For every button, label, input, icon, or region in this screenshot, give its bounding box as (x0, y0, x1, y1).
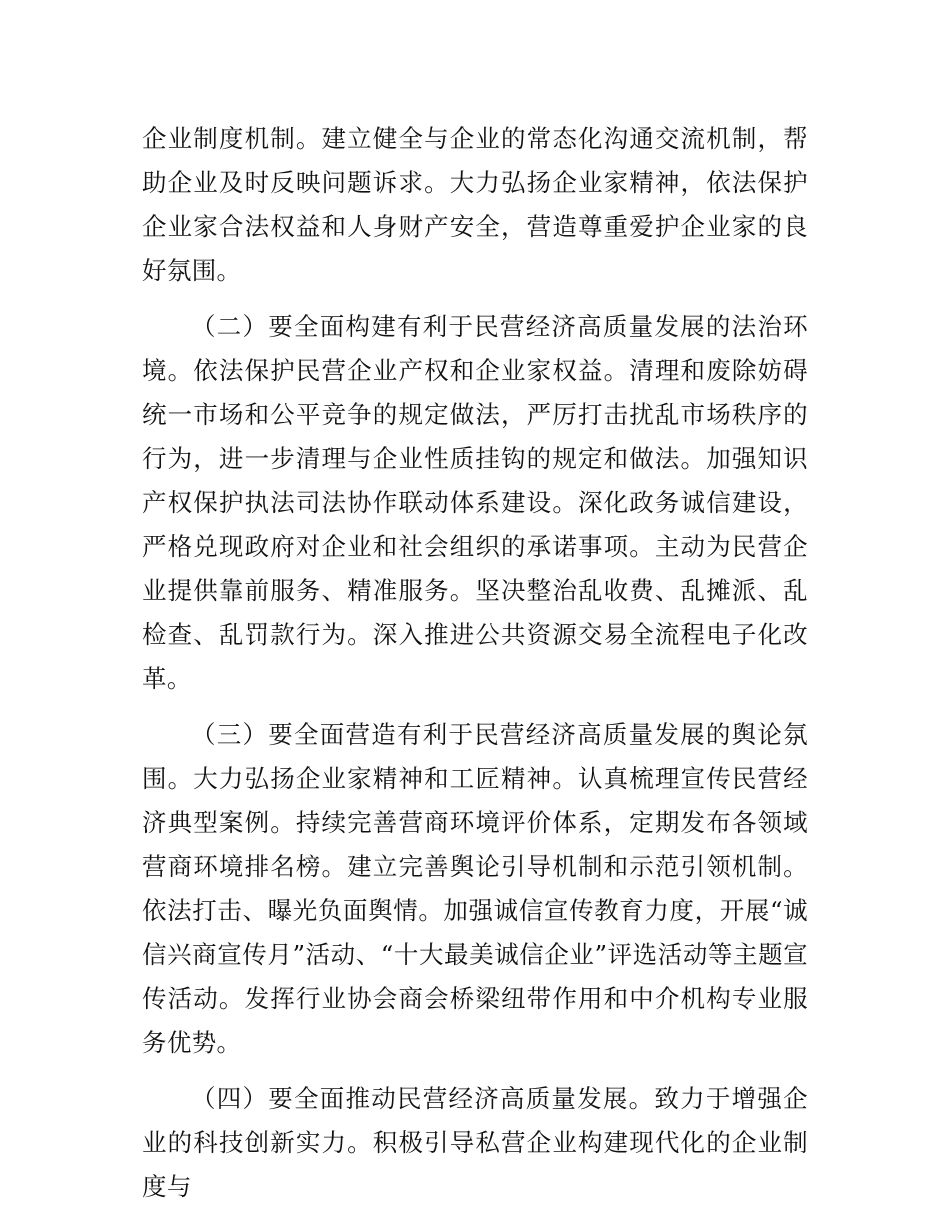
paragraph-section-2: （二）要全面构建有利于民营经济高质量发展的法治环境。依法保护民营企业产权和企业家权益。清理和废除妨碍统一市场和公平竞争的规定做法，严厉打击扰乱市场秩序的行为，进一步清理与企业性质挂钩的规定和做法。加强知识产权保护执法司法协作联动体系建设。深化政务诚信建设，严格兑现政府对企业和社会组织的承诺事项。主动为民营企业提供靠前服务、精准服务。坚决整治乱收费、乱摊派、乱检查、乱罚款行为。深入推进公共资源交易全流程电子化改革。 (142, 312, 808, 693)
paragraph-continuation: 企业制度机制。建立健全与企业的常态化沟通交流机制，帮助企业及时反映问题诉求。大力弘扬企业家精神，依法保护企业家合法权益和人身财产安全，营造尊重爱护企业家的良好氛围。 (142, 124, 808, 285)
paragraph-section-3: （三）要全面营造有利于民营经济高质量发展的舆论氛围。大力弘扬企业家精神和工匠精神。认真梳理宣传民营经济典型案例。持续完善营商环境评价体系，定期发布各领域营商环境排名榜。建立完善舆论引导机制和示范引领机制。依法打击、曝光负面舆情。加强诚信宣传教育力度，开展“诚信兴商宣传月”活动、“十大最美诚信企业”评选活动等主题宣传活动。发挥行业协会商会桥梁纽带作用和中介机构专业服务优势。 (142, 720, 808, 1057)
document-body (142, 117, 808, 1221)
paragraph-section-4: （四）要全面推动民营经济高质量发展。致力于增强企业的科技创新实力。积极引导私营企业构建现代化的企业制度与 (142, 1084, 808, 1201)
